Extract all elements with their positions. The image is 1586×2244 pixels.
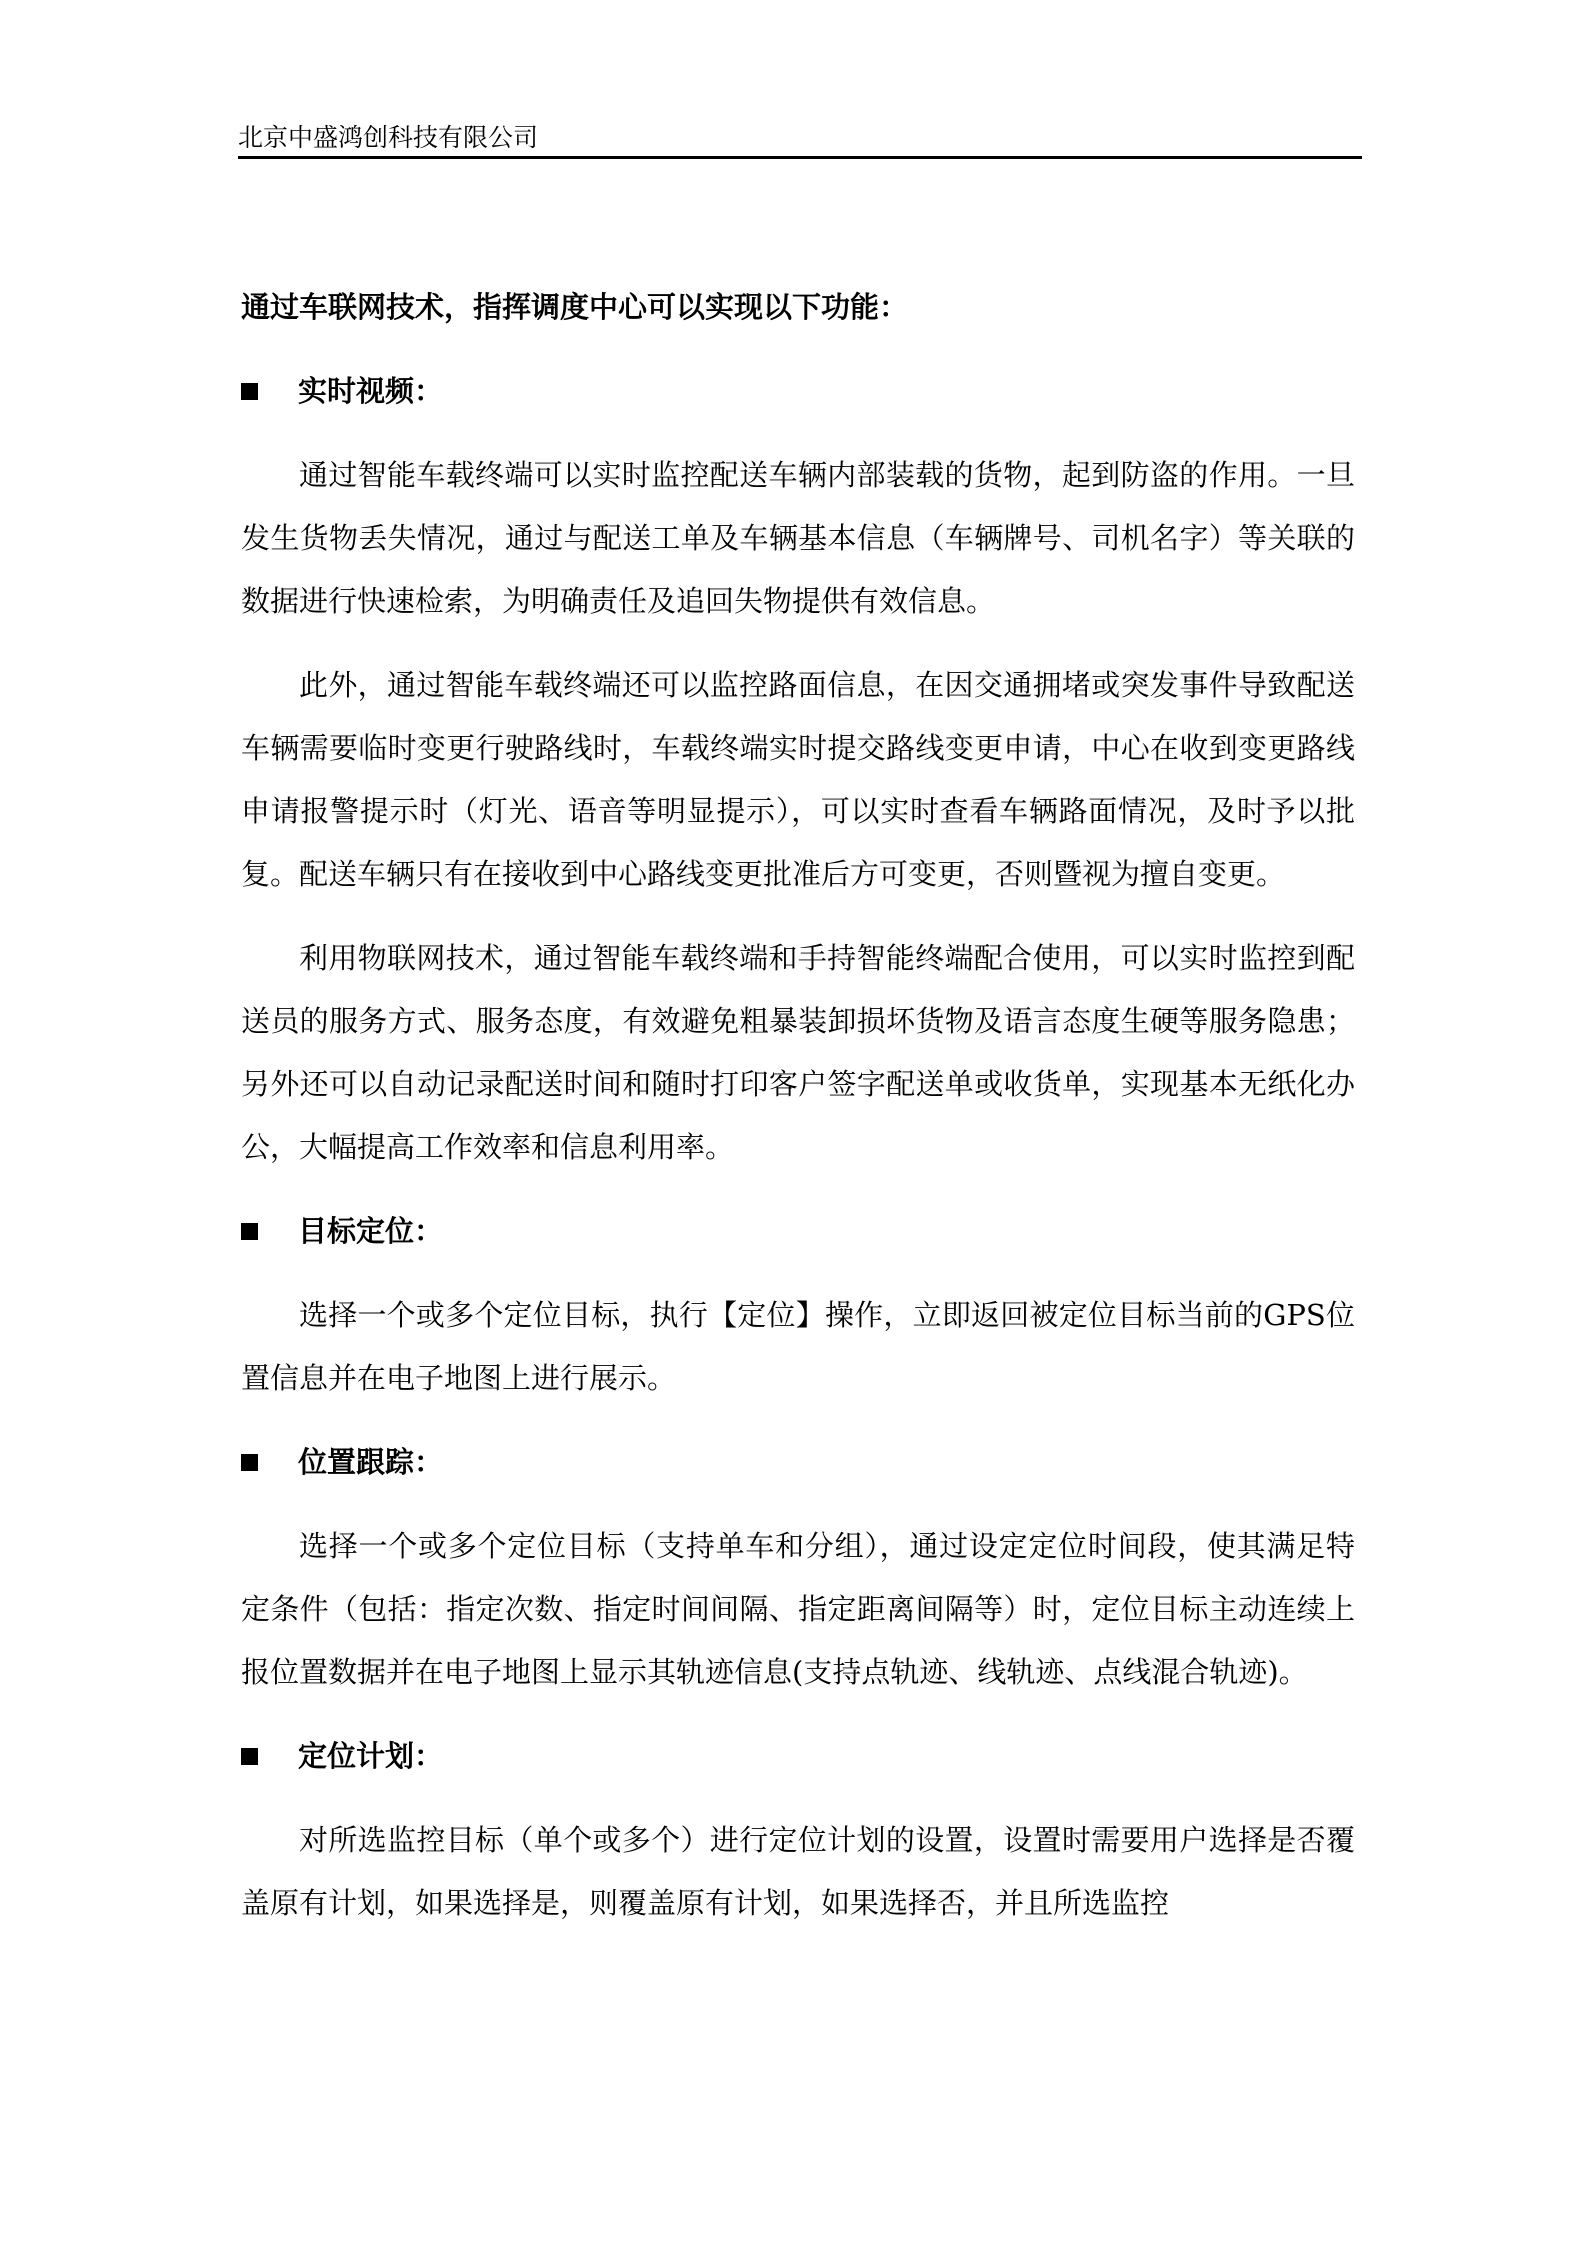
- paragraph: 选择一个或多个定位目标（支持单车和分组），通过设定定位时间段，使其满足特定条件（包括：指定次数、指定时间间隔、指定距离间隔等）时，定位目标主动连续上报位置数据并在电子地图上显示其轨迹信息(支持点轨迹、线轨迹、点线混合轨迹)。: [241, 1529, 1355, 1689]
- section-heading-position-tracking: [241, 1431, 1355, 1494]
- header-divider: [238, 156, 1362, 159]
- paragraph: 通过智能车载终端可以实时监控配送车辆内部装载的货物，起到防盗的作用。一旦发生货物丢失情况，通过与配送工单及车辆基本信息（车辆牌号、司机名字）等关联的数据进行快速检索，为明确责任及追回失物提供有效信息。: [241, 458, 1355, 618]
- header-company-name: 北京中盛鸿创科技有限公司: [238, 123, 539, 152]
- section-heading-text: 定位计划：: [298, 1739, 444, 1773]
- section-heading-target-positioning: [241, 1200, 1355, 1263]
- square-bullet-icon: [241, 383, 258, 400]
- document-body: [241, 276, 1355, 1956]
- section-heading-positioning-plan: [241, 1725, 1355, 1788]
- document-intro-title: 通过车联网技术，指挥调度中心可以实现以下功能：: [241, 290, 909, 324]
- section-heading-text: 实时视频：: [298, 374, 444, 408]
- section-heading-text: 目标定位：: [298, 1214, 444, 1248]
- section-heading-realtime-video: [241, 360, 1355, 423]
- square-bullet-icon: [241, 1748, 258, 1765]
- paragraph: 此外，通过智能车载终端还可以监控路面信息，在因交通拥堵或突发事件导致配送车辆需要临时变更行驶路线时，车载终端实时提交路线变更申请，中心在收到变更路线申请报警提示时（灯光、语音等明显提示），可以实时查看车辆路面情况，及时予以批复。配送车辆只有在接收到中心路线变更批准后方可变更，否则暨视为擅自变更。: [241, 668, 1355, 891]
- square-bullet-icon: [241, 1223, 258, 1240]
- square-bullet-icon: [241, 1454, 258, 1471]
- paragraph: 选择一个或多个定位目标，执行【定位】操作，立即返回被定位目标当前的GPS位置信息并在电子地图上进行展示。: [241, 1298, 1355, 1395]
- section-heading-text: 位置跟踪：: [298, 1445, 444, 1479]
- paragraph: 利用物联网技术，通过智能车载终端和手持智能终端配合使用，可以实时监控到配送员的服务方式、服务态度，有效避免粗暴装卸损坏货物及语言态度生硬等服务隐患；另外还可以自动记录配送时间和随时打印客户签字配送单或收货单，实现基本无纸化办公，大幅提高工作效率和信息利用率。: [241, 941, 1355, 1164]
- paragraph: 对所选监控目标（单个或多个）进行定位计划的设置，设置时需要用户选择是否覆盖原有计划，如果选择是，则覆盖原有计划，如果选择否，并且所选监控: [241, 1823, 1355, 1920]
